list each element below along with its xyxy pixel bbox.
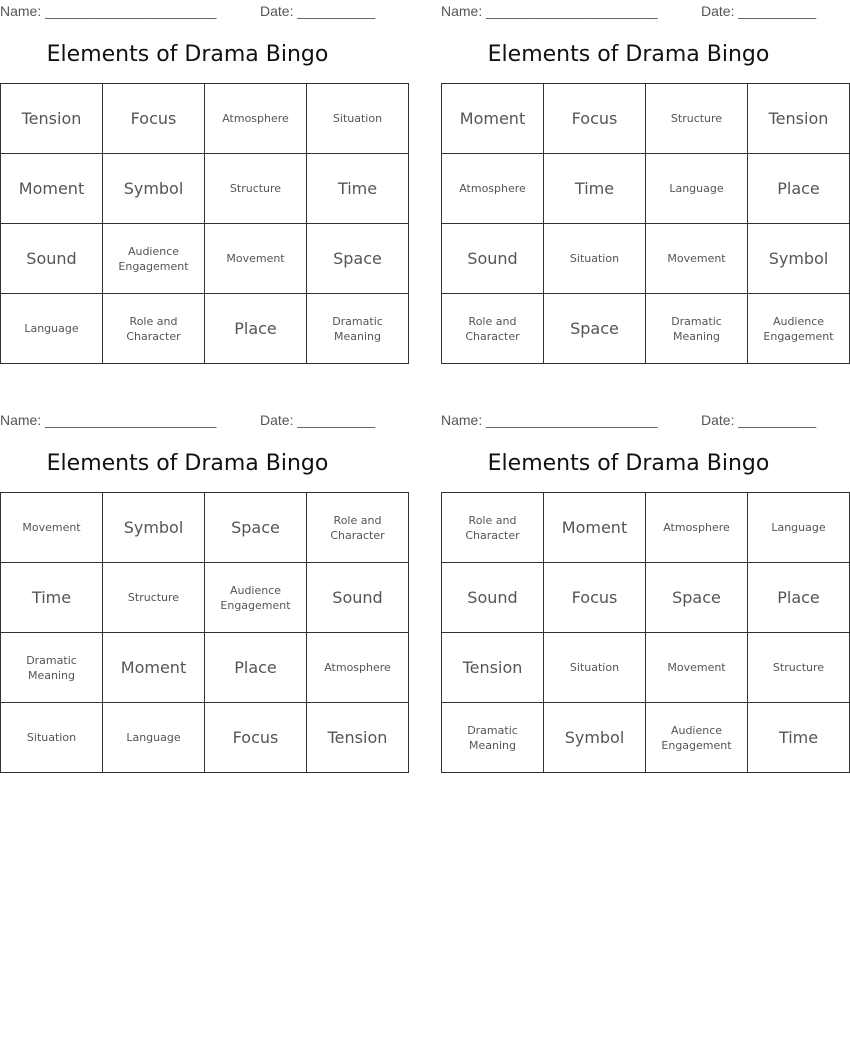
bingo-cell[interactable]: Situation — [1, 703, 103, 773]
bingo-cell[interactable]: Dramatic Meaning — [442, 703, 544, 773]
date-field[interactable]: Date: __________ — [260, 3, 376, 19]
bingo-cell[interactable]: Role and Character — [442, 294, 544, 364]
bingo-cell[interactable]: Movement — [646, 633, 748, 703]
bingo-cell[interactable]: Role and Character — [103, 294, 205, 364]
name-field[interactable]: Name: ______________________ — [441, 412, 658, 428]
grid-row — [442, 563, 850, 633]
bingo-cell[interactable]: Space — [544, 294, 646, 364]
grid-row — [1, 633, 409, 703]
bingo-cell[interactable]: Movement — [646, 224, 748, 294]
bingo-cell[interactable]: Atmosphere — [307, 633, 409, 703]
bingo-cell[interactable]: Time — [544, 154, 646, 224]
grid-row — [442, 493, 850, 563]
bingo-cell[interactable]: Sound — [442, 224, 544, 294]
bingo-card — [441, 0, 834, 370]
bingo-cell[interactable]: Situation — [544, 224, 646, 294]
name-field[interactable]: Name: ______________________ — [0, 3, 217, 19]
date-field[interactable]: Date: __________ — [701, 3, 817, 19]
bingo-cell[interactable]: Structure — [103, 563, 205, 633]
bingo-cell[interactable]: Tension — [307, 703, 409, 773]
grid-row — [442, 633, 850, 703]
card-title: Elements of Drama Bingo — [487, 451, 770, 476]
grid-row — [442, 703, 850, 773]
card-header — [0, 2, 375, 20]
bingo-card — [0, 0, 383, 370]
card-header — [0, 411, 375, 429]
bingo-cell[interactable]: Place — [205, 633, 307, 703]
bingo-cell[interactable]: Space — [646, 563, 748, 633]
grid-row — [1, 493, 409, 563]
bingo-cell[interactable]: Movement — [1, 493, 103, 563]
bingo-cell[interactable]: Role and Character — [442, 493, 544, 563]
bingo-grid — [0, 492, 409, 773]
card-header — [441, 411, 816, 429]
card-header — [441, 2, 816, 20]
bingo-cell[interactable]: Sound — [442, 563, 544, 633]
bingo-cell[interactable]: Movement — [205, 224, 307, 294]
bingo-cell[interactable]: Structure — [646, 84, 748, 154]
bingo-cell[interactable]: Role and Character — [307, 493, 409, 563]
bingo-cell[interactable]: Focus — [544, 563, 646, 633]
bingo-cell[interactable]: Situation — [307, 84, 409, 154]
bingo-cell[interactable]: Atmosphere — [442, 154, 544, 224]
bingo-cell[interactable]: Language — [646, 154, 748, 224]
bingo-cell[interactable]: Sound — [1, 224, 103, 294]
bingo-cell[interactable]: Symbol — [103, 154, 205, 224]
bingo-cell[interactable]: Dramatic Meaning — [1, 633, 103, 703]
bingo-cell[interactable]: Moment — [1, 154, 103, 224]
bingo-cell[interactable]: Time — [307, 154, 409, 224]
bingo-cell[interactable]: Time — [1, 563, 103, 633]
grid-row — [1, 224, 409, 294]
bingo-cell[interactable]: Tension — [748, 84, 850, 154]
grid-row — [1, 563, 409, 633]
bingo-cell[interactable]: Symbol — [103, 493, 205, 563]
bingo-cell[interactable]: Situation — [544, 633, 646, 703]
bingo-cell[interactable]: Symbol — [544, 703, 646, 773]
grid-row — [1, 294, 409, 364]
bingo-cell[interactable]: Focus — [103, 84, 205, 154]
name-field[interactable]: Name: ______________________ — [0, 412, 217, 428]
bingo-grid — [441, 83, 850, 364]
bingo-cell[interactable]: Space — [307, 224, 409, 294]
grid-row — [442, 224, 850, 294]
bingo-cell[interactable]: Atmosphere — [646, 493, 748, 563]
bingo-cell[interactable]: Time — [748, 703, 850, 773]
bingo-cell[interactable]: Place — [205, 294, 307, 364]
date-field[interactable]: Date: __________ — [701, 412, 817, 428]
bingo-cell[interactable]: Space — [205, 493, 307, 563]
bingo-cell[interactable]: Sound — [307, 563, 409, 633]
bingo-cell[interactable]: Place — [748, 563, 850, 633]
grid-row — [1, 154, 409, 224]
bingo-cell[interactable]: Place — [748, 154, 850, 224]
grid-row — [1, 84, 409, 154]
bingo-cell[interactable]: Language — [748, 493, 850, 563]
bingo-cell[interactable]: Audience Engagement — [748, 294, 850, 364]
bingo-cell[interactable]: Audience Engagement — [103, 224, 205, 294]
bingo-cell[interactable]: Moment — [442, 84, 544, 154]
grid-row — [442, 154, 850, 224]
bingo-cell[interactable]: Focus — [205, 703, 307, 773]
card-title: Elements of Drama Bingo — [487, 42, 770, 67]
bingo-cell[interactable]: Moment — [544, 493, 646, 563]
bingo-card — [0, 409, 391, 779]
grid-row — [1, 703, 409, 773]
bingo-cell[interactable]: Tension — [1, 84, 103, 154]
bingo-cell[interactable]: Symbol — [748, 224, 850, 294]
date-field[interactable]: Date: __________ — [260, 412, 376, 428]
grid-row — [442, 84, 850, 154]
bingo-card — [441, 409, 826, 779]
bingo-cell[interactable]: Focus — [544, 84, 646, 154]
card-title: Elements of Drama Bingo — [46, 451, 329, 476]
bingo-grid — [0, 83, 409, 364]
bingo-grid — [441, 492, 850, 773]
card-title: Elements of Drama Bingo — [46, 42, 329, 67]
bingo-cell[interactable]: Language — [1, 294, 103, 364]
bingo-cell[interactable]: Atmosphere — [205, 84, 307, 154]
bingo-cell[interactable]: Audience Engagement — [646, 703, 748, 773]
bingo-cell[interactable]: Tension — [442, 633, 544, 703]
bingo-cell[interactable]: Dramatic Meaning — [307, 294, 409, 364]
bingo-cell[interactable]: Dramatic Meaning — [646, 294, 748, 364]
bingo-cell[interactable]: Structure — [748, 633, 850, 703]
name-field[interactable]: Name: ______________________ — [441, 3, 658, 19]
bingo-cell[interactable]: Moment — [103, 633, 205, 703]
bingo-cell[interactable]: Language — [103, 703, 205, 773]
grid-row — [442, 294, 850, 364]
bingo-cell[interactable]: Audience Engagement — [205, 563, 307, 633]
bingo-cell[interactable]: Structure — [205, 154, 307, 224]
